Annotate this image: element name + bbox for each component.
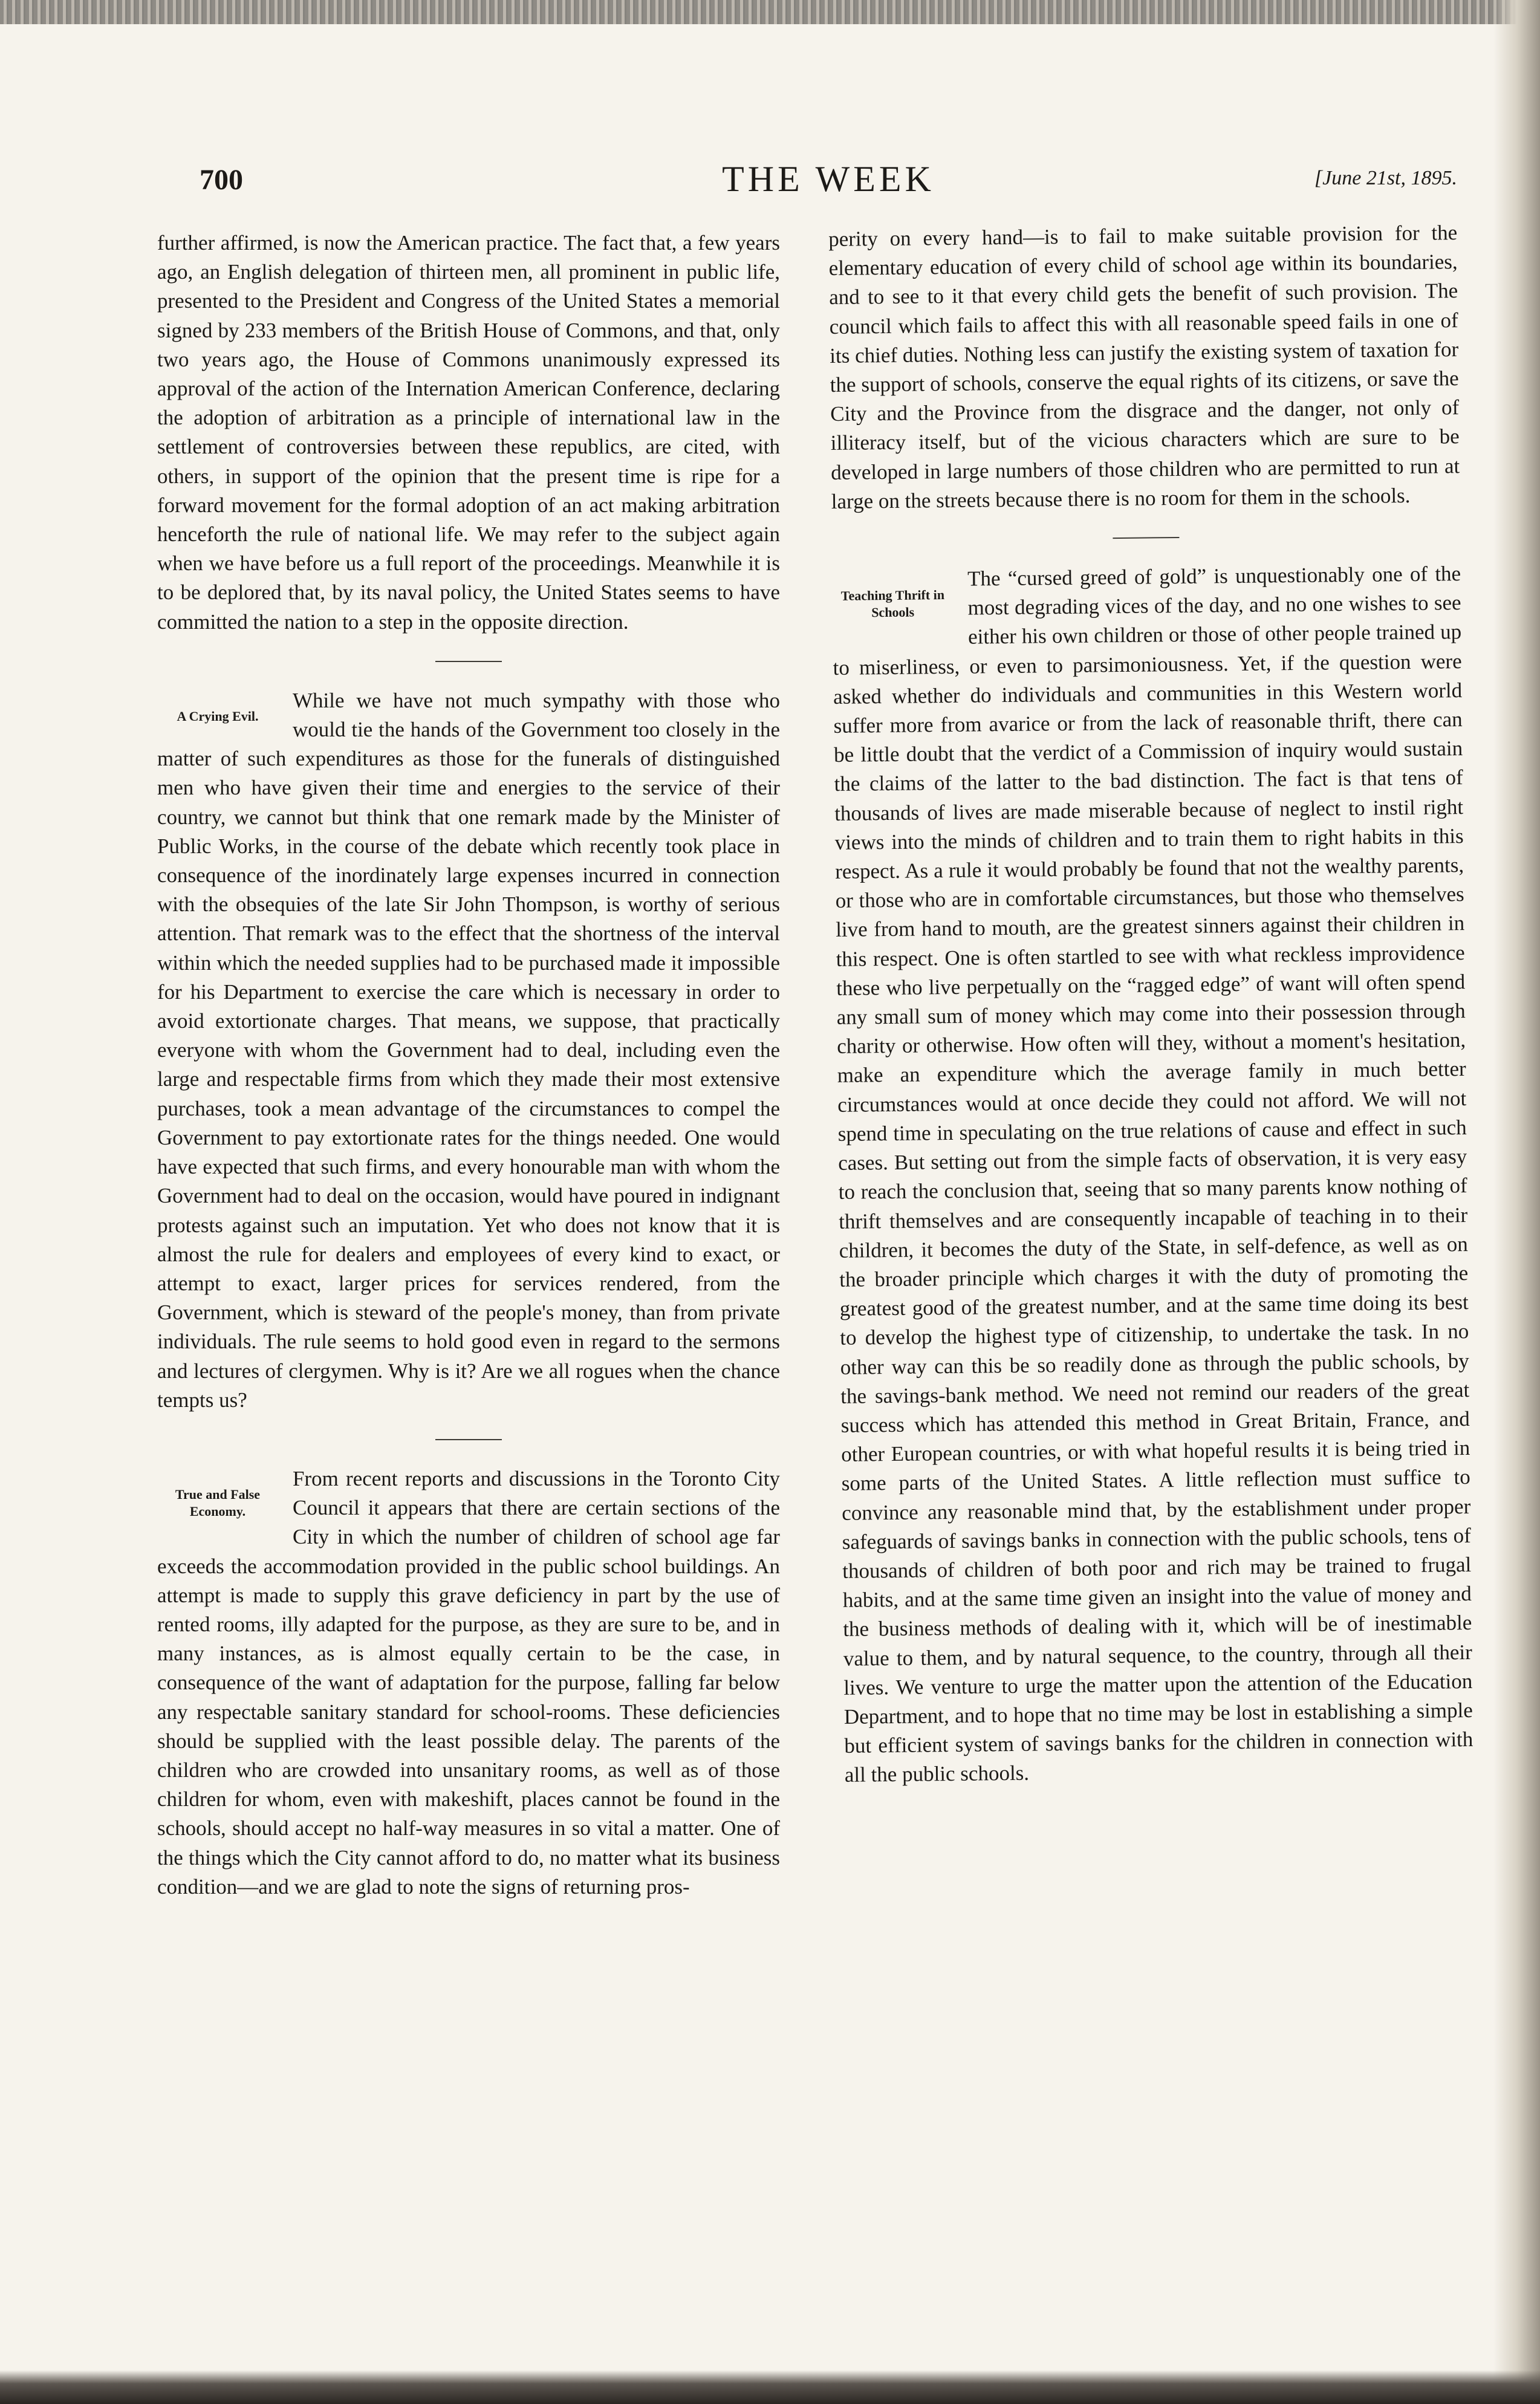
section-divider — [435, 661, 502, 662]
scan-edge-top — [0, 0, 1540, 24]
issue-date: [June 21st, 1895. — [1314, 167, 1457, 189]
continued-paragraph: further affirmed, is now the American practice. The fact that, a few years ago, an English delegation of thirteen men, all prominent in public life, presented to the President and Congress of the United States a memorial signed by 233 members of the British House of Commons, and that, only two years ago, the House of Commons unanimously expressed its approval of the action of the Internation American Conference, declaring the adoption of arbitration as a principle of international law in the settlement of controversies between these republics, are cited, with others, in support of the opinion that the present time is ripe for a forward movement for the formal adoption of an act making arbitration henceforth the rule of national life. We may refer to the subject again when we have before us a full report of the proceedings. Meanwhile it is to be deplored that, by its naval policy, the United States seems to have committed the nation to a step in the opposite direction. — [157, 231, 780, 634]
article-teaching-thrift — [832, 559, 1473, 1790]
right-column — [828, 218, 1473, 1790]
page-number: 700 — [200, 164, 243, 196]
sidenote-crying-evil: A Crying Evil. — [177, 708, 259, 724]
continued-paragraph: perity on every hand—is to fail to make suitable provision for the elementary education of every child of school age within its boundaries, and to see to it that every child gets the benefit of such provision. The council which fails to affect this with all reasonable speed fails in one of its chief duties. Nothing less can justify the existing system of taxation for the support of schools, conserve the equal rights of its citizens, or save the City and the Province from the disgrace and the danger, not only of illiteracy itself, but of the vicious characters which are sure to be developed in large numbers of those children who are permitted to run at large on the streets because there is no room for them in the schools. — [828, 221, 1460, 513]
left-column — [157, 229, 780, 1902]
article-true-false-economy — [157, 1464, 780, 1902]
page-header — [200, 158, 1457, 207]
article-crying-evil — [157, 686, 780, 1415]
sidenote-true-false-economy: True and False Economy. — [175, 1486, 261, 1519]
section-divider — [1113, 537, 1179, 539]
article-body: From recent reports and discussions in the Toronto City Council it appears that there are certain sections of the City in which the number of children of school age far exceeds the accommodation provided in the public school buildings. An attempt is made to supply this grave deficiency in part by the use of rented rooms, illy adapted for the purpose, as they are sure to be, and in many instances, as is almost equally certain to be the case, in consequence of the want of adaptation for the purpose, falling far below any respectable sanitary standard for school-rooms. These deficiencies should be supplied with the least possible delay. The parents of the children who are crowded into unsanitary rooms, as well as of those children for whom, even with makeshift, places cannot be found in the schools, should accept no half-way measures in so vital a matter. One of the things which the City cannot afford to do, no matter what its business condition—and we are glad to note the signs of returning pros- — [157, 1466, 780, 1899]
scan-edge-right — [1493, 0, 1540, 2404]
article-body: While we have not much sympathy with those who would tie the hands of the Government too closely in the matter of such expenditures as those for the funerals of distinguished men who have given their time and energies to the service of their country, we cannot but think that one remark made by the Minister of Public Works, in the course of the debate which recently took place in consequence of the inordinately large expenses incurred in connection with the obsequies of the late Sir John Thompson, is worthy of serious attention. That remark was to the effect that the shortness of the interval within which the needed supplies had to be purchased made it impossible for his Department to exercise the care which is necessary in order to avoid extortionate charges. That means, we suppose, that practically everyone with whom the Government had to deal, including even the large and respectable firms from which they made their most extensive purchases, took a mean advantage of the circumstances to compel the Government to pay extortionate rates for the things needed. One would have expected that such firms, and every honourable man with whom the Government had to deal on the occasion, would have poured in indignant protests against such an imputation. Yet who does not know that it is almost the rule for dealers and employees of every kind to exact, or attempt to exact, larger prices for services rendered, from the Government, which is steward of the people's money, than from private individuals. The rule seems to hold good even in regard to the sermons and lectures of clergymen. Why is it? Are we all rogues when the chance tempts us? — [157, 688, 780, 1412]
scan-edge-bottom — [0, 2370, 1540, 2404]
masthead-title: THE WEEK — [722, 159, 935, 199]
section-divider — [435, 1439, 502, 1440]
article-body: The “cursed greed of gold” is unquestionably one of the most degrading vices of the day, and no one wishes to see either his own children or those of other people trained up to miserliness, or even to parsimoniousness. Yet, if the question were asked whether do individuals and communities in this Western world suffer more from avarice or from the lack of reasonable thrift, there can be little doubt that the verdict of a Commission of inquiry would sustain the claims of the latter to the bad distinction. The fact is that tens of thousands of lives are made miserable because of neglect to instil right views into the minds of children and to train them to right habits in this respect. As a rule it would probably be found that not the wealthy parents, or those who are in comfortable circumstances, but those who themselves live from hand to mouth, are the greatest sinners against their children in this respect. One is often startled to see with what reckless improvidence these who live perpetually on the “ragged edge” of want will often spend any small sum of money which may come into their possession through charity or otherwise. How often will they, without a moment's hesitation, make an expenditure which the average family in much better circumstances would at once decide they could not afford. We will not spend time in speculating on the true relations of cause and effect in such cases. But setting out from the simple facts of observation, it is very easy to reach the conclusion that, seeing that so many parents know nothing of thrift themselves and are consequently incapable of teaching in to their children, it becomes the duty of the State, in self-defence, as well as on the broader principle which charges it with the duty of promoting the greatest good of the greatest number, and at the same time doing its best to develop the highest type of citizenship, to undertake the task. In no other way can this be so readily done as through the public schools, by the savings-bank method. We need not remind our readers of the great success which has attended this method in Great Britain, France, and other European countries, or with what hopeful results it is being tried in some parts of the United States. A little reflection must suffice to convince any reasonable mind that, by the establishment under proper safeguards of savings banks in connection with the public schools, tens of thousands of children of both poor and rich may be trained to frugal habits, and at the same time given an insight into the value of money and the business methods of dealing with it, which will be of inestimable value to them, and by natural sequence, to the country, through all their lives. We venture to urge the matter upon the attention of the Education Department, and to hope that no time may be lost in establishing a simple but efficient system of savings banks for the children in connection with all the public schools. — [833, 562, 1473, 1787]
sidenote-teaching-thrift: Teaching Thrift in Schools — [840, 587, 945, 620]
